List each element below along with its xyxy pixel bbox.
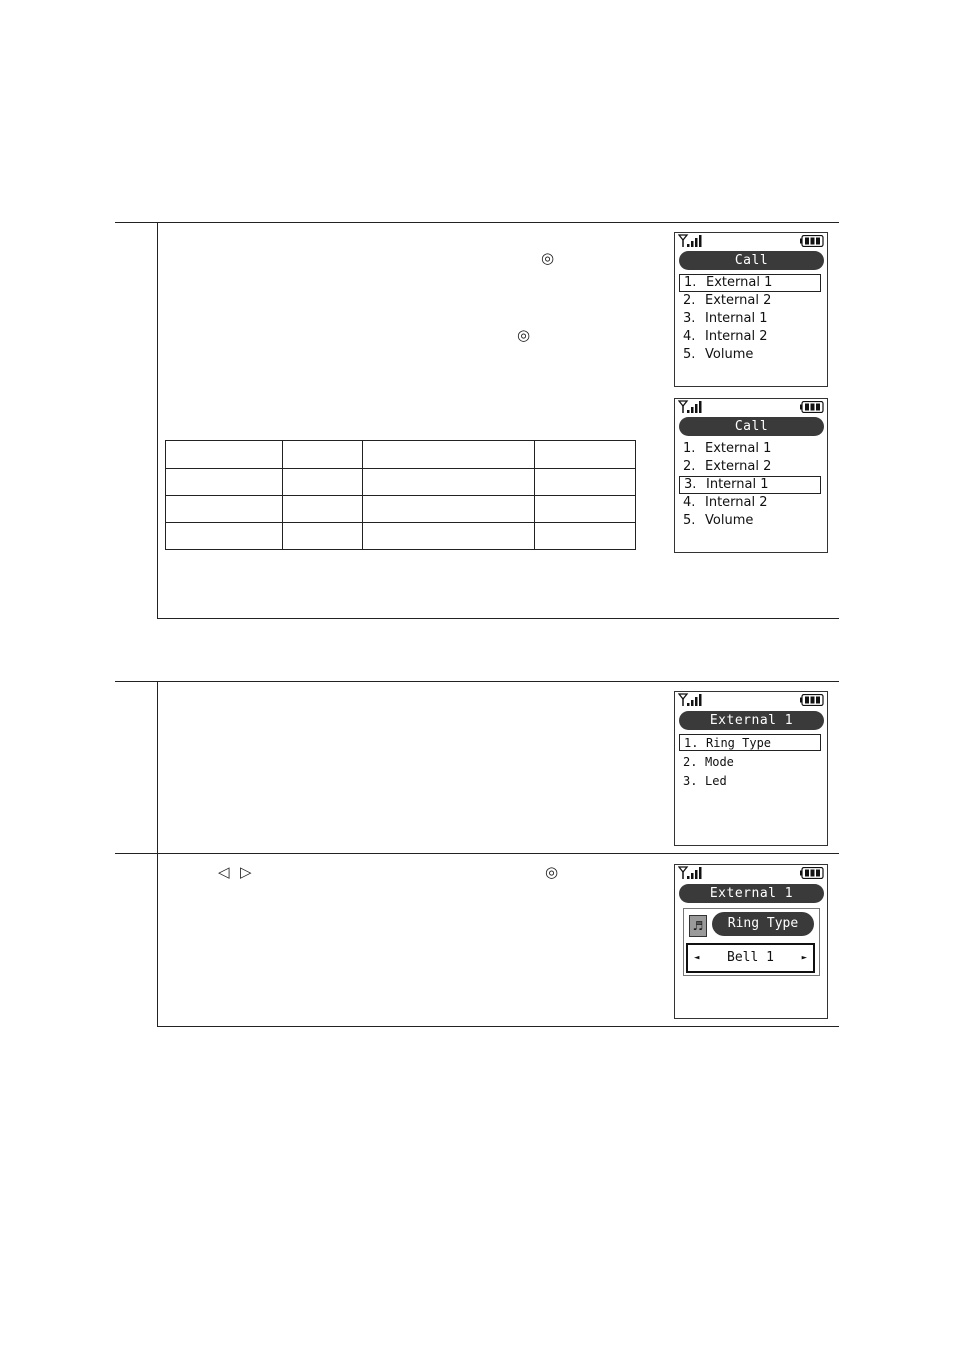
battery-icon xyxy=(800,867,824,879)
menu-item-number: 2. xyxy=(683,755,698,769)
menu-item[interactable] xyxy=(679,772,821,791)
menu-item-label: Mode xyxy=(705,755,734,769)
menu-item-label: Internal 1 xyxy=(706,477,769,492)
battery-icon xyxy=(800,694,824,706)
signal-strength-icon xyxy=(678,866,708,880)
menu-item-number: 1. xyxy=(684,736,699,750)
ring-type-popup xyxy=(683,908,820,976)
menu-item[interactable] xyxy=(679,292,821,310)
battery-icon xyxy=(800,235,824,247)
status-bar xyxy=(677,234,825,248)
signal-strength-icon xyxy=(678,400,708,414)
status-bar xyxy=(677,866,825,880)
left-arrow-icon[interactable]: ◄ xyxy=(694,953,700,963)
ring-type-value: Bell 1 xyxy=(727,950,774,965)
section2-left-rule xyxy=(157,681,158,1027)
popup-title: Ring Type xyxy=(712,912,814,936)
menu-item-label: External 1 xyxy=(706,275,773,290)
ok-key-icon: ◎ xyxy=(517,326,531,344)
menu-list xyxy=(679,734,821,791)
menu-item[interactable] xyxy=(679,494,821,512)
menu-item-label: External 1 xyxy=(705,441,772,456)
table-row xyxy=(166,496,636,523)
status-bar xyxy=(677,693,825,707)
right-arrow-icon[interactable]: ► xyxy=(801,953,807,963)
menu-item-number: 5. xyxy=(683,347,696,362)
menu-item[interactable] xyxy=(679,346,821,364)
menu-item-label: Volume xyxy=(705,513,754,528)
menu-item[interactable] xyxy=(679,274,821,292)
menu-item[interactable] xyxy=(679,458,821,476)
menu-item-label: External 2 xyxy=(705,293,772,308)
menu-item-label: Led xyxy=(705,774,727,788)
section1-left-rule xyxy=(157,222,158,619)
status-bar xyxy=(677,400,825,414)
menu-item-label: External 2 xyxy=(705,459,772,474)
table-row xyxy=(166,523,636,550)
menu-item-number: 5. xyxy=(683,513,696,528)
menu-item-label: Internal 2 xyxy=(705,329,768,344)
section2-top-rule xyxy=(115,681,839,682)
left-key-icon: ◁ xyxy=(218,863,230,881)
ok-key-icon: ◎ xyxy=(545,863,559,881)
menu-item-label: Internal 1 xyxy=(705,311,768,326)
phone-screen-ring-type xyxy=(674,864,828,1019)
menu-item-label: Volume xyxy=(705,347,754,362)
menu-item-number: 3. xyxy=(684,477,697,492)
screen-title: External 1 xyxy=(679,884,824,903)
menu-item-number: 2. xyxy=(683,293,696,308)
menu-list xyxy=(679,274,821,364)
screen-title: External 1 xyxy=(679,711,824,730)
menu-item[interactable] xyxy=(679,753,821,772)
menu-item-number: 3. xyxy=(683,311,696,326)
table-row xyxy=(166,441,636,469)
menu-item-label: Internal 2 xyxy=(705,495,768,510)
menu-item[interactable] xyxy=(679,476,821,494)
phone-screen-call-menu-2 xyxy=(674,398,828,553)
right-key-icon: ▷ xyxy=(240,863,252,881)
screen-title: Call xyxy=(679,417,824,436)
ring-type-selector[interactable] xyxy=(686,943,815,973)
ring-settings-table xyxy=(165,440,636,550)
signal-strength-icon xyxy=(678,693,708,707)
section1-bottom-rule xyxy=(157,618,839,619)
menu-item-label: Ring Type xyxy=(706,736,772,750)
ok-key-icon: ◎ xyxy=(541,249,555,267)
menu-item-number: 4. xyxy=(683,495,696,510)
music-note-icon: ♬ xyxy=(689,915,707,937)
section2-middle-rule xyxy=(115,853,839,854)
menu-item-number: 3. xyxy=(683,774,698,788)
table-row xyxy=(166,469,636,496)
phone-screen-call-menu-1 xyxy=(674,232,828,387)
menu-item[interactable] xyxy=(679,328,821,346)
menu-item-number: 1. xyxy=(684,275,697,290)
section2-bottom-rule xyxy=(157,1026,839,1027)
signal-strength-icon xyxy=(678,234,708,248)
menu-item[interactable] xyxy=(679,734,821,751)
section1-top-rule xyxy=(115,222,839,223)
menu-item-number: 1. xyxy=(683,441,696,456)
battery-icon xyxy=(800,401,824,413)
menu-item-number: 4. xyxy=(683,329,696,344)
menu-item-number: 2. xyxy=(683,459,696,474)
screen-title: Call xyxy=(679,251,824,270)
phone-screen-external1-menu xyxy=(674,691,828,846)
menu-list xyxy=(679,440,821,530)
menu-item[interactable] xyxy=(679,310,821,328)
menu-item[interactable] xyxy=(679,440,821,458)
menu-item[interactable] xyxy=(679,512,821,530)
